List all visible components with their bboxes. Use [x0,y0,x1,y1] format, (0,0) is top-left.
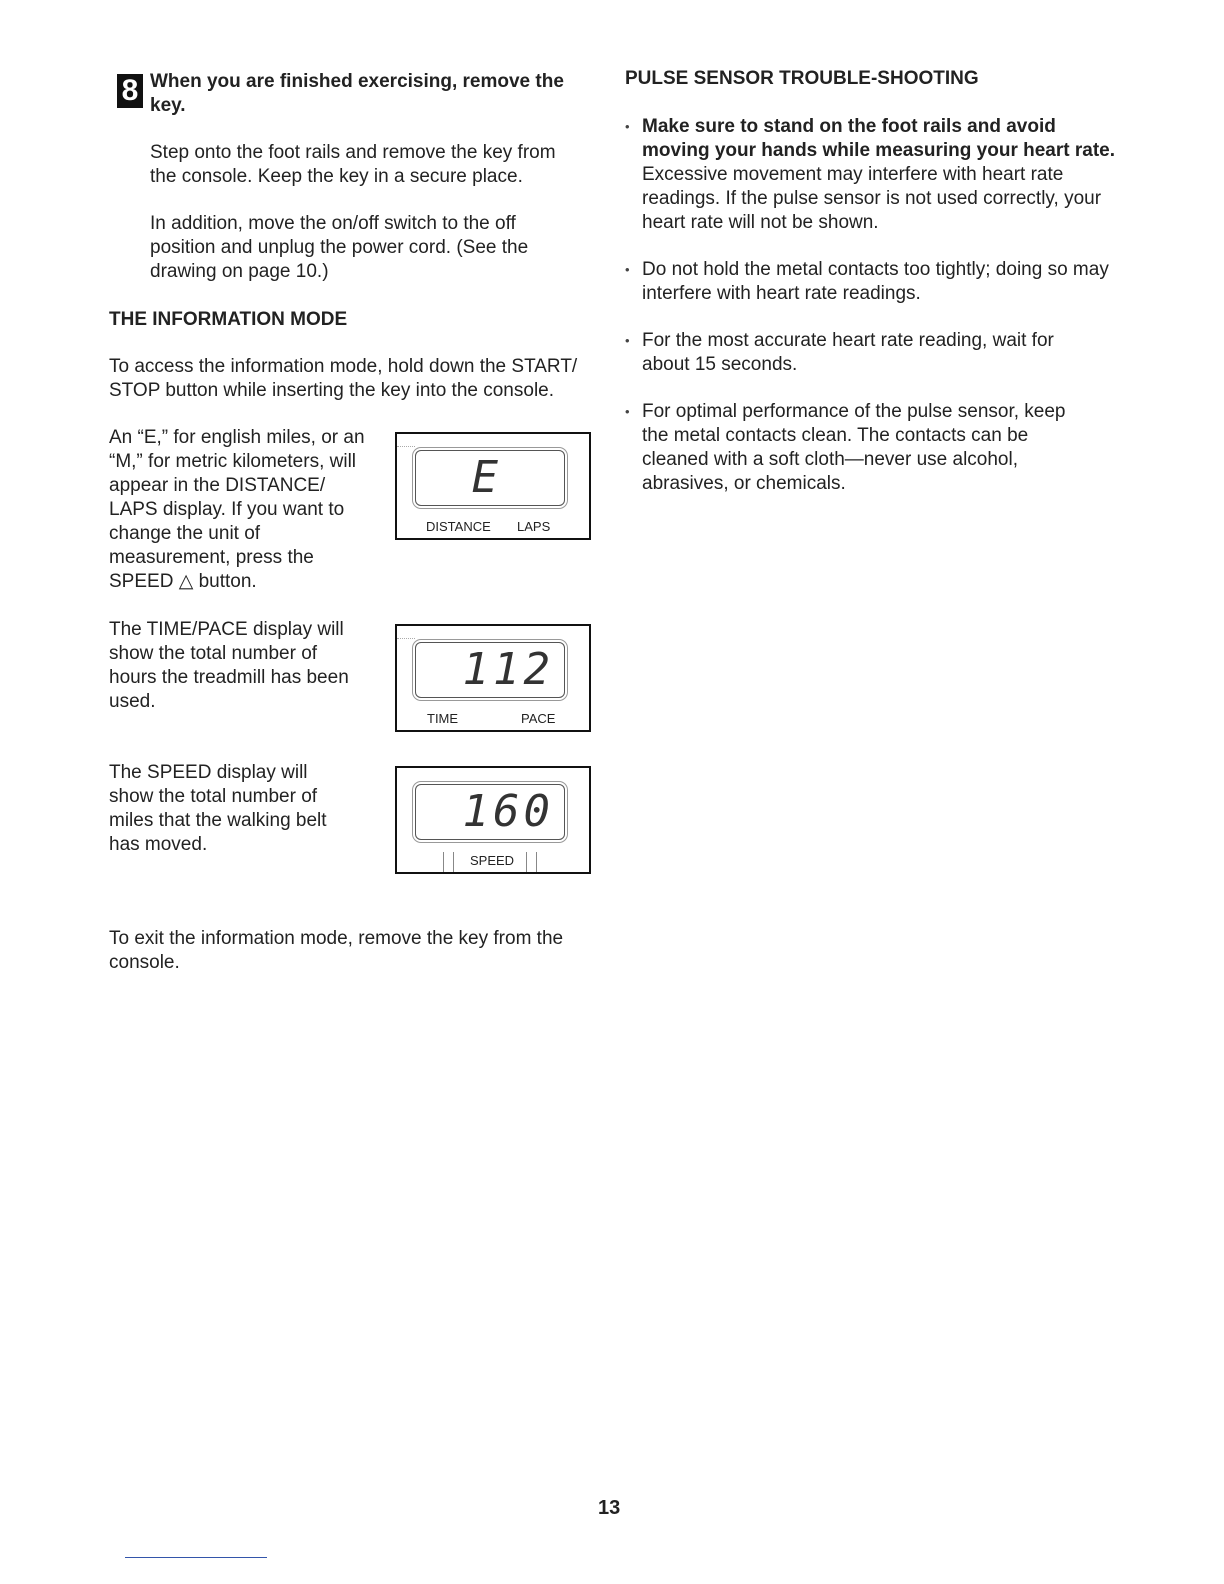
pace-label: PACE [521,711,556,726]
distance-laps-display [395,432,591,540]
step-number-badge: 8 [117,74,143,108]
distance-label: DISTANCE [426,519,491,534]
bullet-item [625,400,1092,496]
time-pace-display [395,624,591,732]
bullet-item [625,115,1122,235]
time-label: TIME [427,711,459,726]
step-paragraph-2: In addition, move the on/off switch to the off position and unplug the power cord. (See the drawing on page 10.) [150,213,529,282]
footer-rule [125,1557,267,1558]
bullet-bold-text: Make sure to stand on the foot rails and avoid moving your hands while measuring your heart rate. [642,116,1115,161]
speed-explanation: The SPEED display will show the total number of miles that the walking belt has moved. [109,762,327,855]
distance-explanation: An “E,” for english miles, or an “M,” for metric kilometers, will appear in the DISTANCE/ LAPS display. If you want to change the unit of measurement, press the SPEED △ button. [109,427,365,592]
exit-instructions: To exit the information mode, remove the key from the console. [109,928,564,973]
info-mode-intro: To access the information mode, hold down the START/ STOP button while inserting the key into the console. [109,356,578,401]
step-title: When you are finished exercising, remove the key. [150,71,564,116]
page-number: 13 [598,1497,621,1519]
time-readout: 112 [462,644,554,695]
laps-label: LAPS [517,519,551,534]
pulse-heading: PULSE SENSOR TROUBLE-SHOOTING [625,68,979,89]
speed-readout: 160 [462,786,554,837]
speed-display [395,766,591,874]
info-mode-heading: THE INFORMATION MODE [109,309,348,330]
bullet-text: Do not hold the metal contacts too tightly; doing so may interfere with heart rate readings. [642,259,1109,304]
bullet-text: For the most accurate heart rate reading, wait for about 15 seconds. [642,330,1054,375]
bullet-item [625,258,1122,306]
bullet-text: For optimal performance of the pulse sensor, keep the metal contacts clean. The contacts can be cleaned with a soft cloth—never use alcohol, abrasives, or chemicals. [642,401,1066,494]
step-paragraph-1: Step onto the foot rails and remove the key from the console. Keep the key in a secure place. [150,142,556,187]
bullet-item [625,329,1082,377]
speed-label: SPEED [470,853,515,868]
time-explanation: The TIME/PACE display will show the total number of hours the treadmill has been used. [109,619,349,712]
distance-readout: E [471,452,502,503]
bullet-text: Excessive movement may interfere with heart rate readings. If the pulse sensor is not used correctly, your heart rate will not be shown. [642,164,1102,233]
